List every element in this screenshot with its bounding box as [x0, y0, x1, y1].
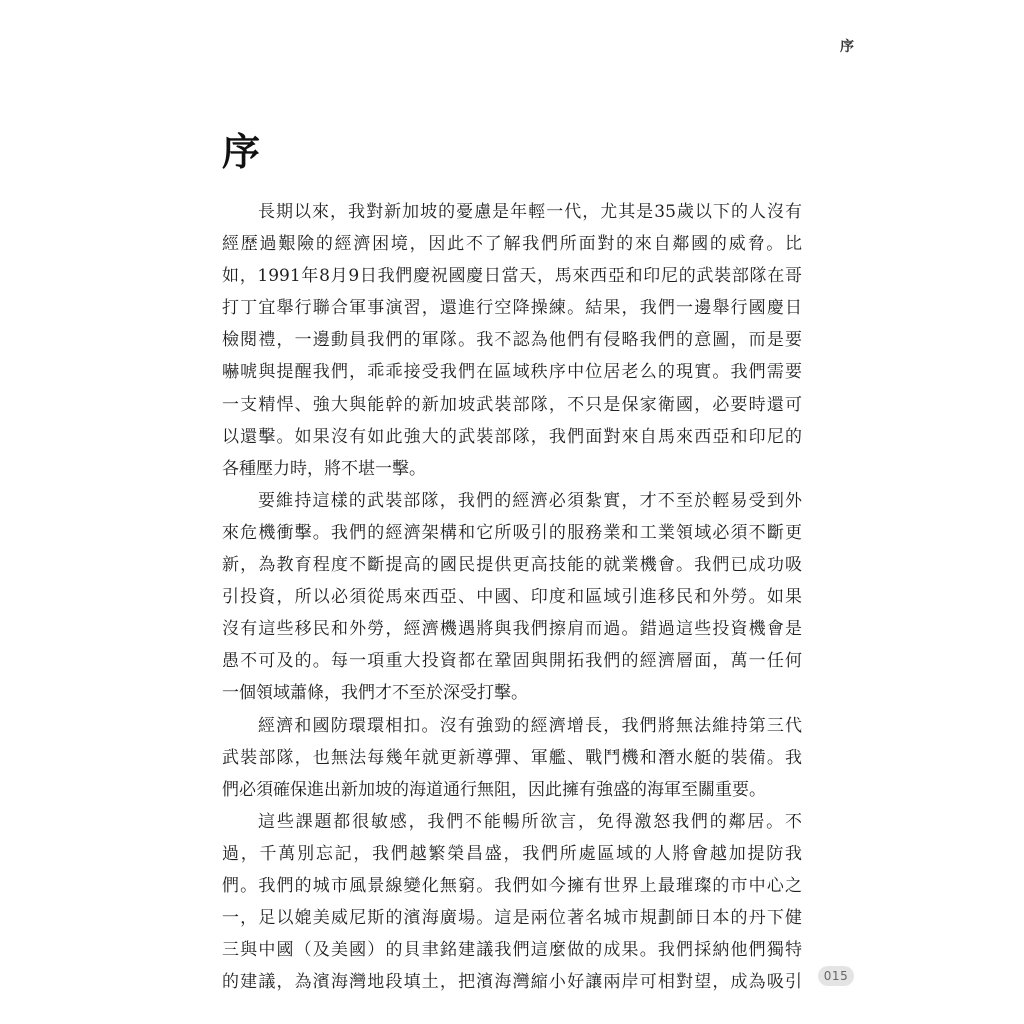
paragraph [222, 485, 802, 710]
text-line: 們。我們的城市風景線變化無窮。我們如今擁有世界上最璀璨的市中心之 [222, 875, 802, 896]
text-line: 一，足以媲美威尼斯的濱海廣場。這是兩位著名城市規劃師日本的丹下健 [222, 908, 802, 929]
text-line: 愚不可及的。每一項重大投資都在鞏固與開拓我們的經濟層面，萬一任何 [222, 651, 802, 672]
body-text [222, 196, 802, 998]
text-line: 嚇唬與提醒我們，乖乖接受我們在區域秩序中位居老么的現實。我們需要 [222, 362, 802, 383]
running-header: 序 [840, 39, 854, 55]
text-line: 沒有這些移民和外勞，經濟機遇將與我們擦肩而過。錯過這些投資機會是 [222, 619, 802, 640]
text-line: 們必須確保進出新加坡的海道通行無阻，因此擁有強盛的海軍至關重要。 [222, 779, 766, 800]
text-line: 檢閱禮，一邊動員我們的軍隊。我不認為他們有侵略我們的意圖，而是要 [222, 330, 802, 351]
text-line: 過，千萬別忘記，我們越繁榮昌盛，我們所處區域的人將會越加提防我 [222, 843, 802, 864]
text-line: 長期以來，我對新加坡的憂慮是年輕一代，尤其是35歲以下的人沒有 [258, 202, 802, 222]
text-line: 引投資，所以必須從馬來西亞、中國、印度和區域引進移民和外勞。如果 [222, 587, 802, 608]
page-number-badge: 015 [818, 966, 854, 986]
text-line: 的建議，為濱海灣地段填土，把濱海灣縮小好讓兩岸可相對望，成為吸引 [222, 972, 802, 993]
text-line: 這些課題都很敏感，我們不能暢所欲言，免得激怒我們的鄰居。不 [258, 811, 802, 832]
text-line: 各種壓力時，將不堪一擊。 [222, 458, 426, 479]
paragraph [222, 710, 802, 806]
text-line: 打丁宜舉行聯合軍事演習，還進行空降操練。結果，我們一邊舉行國慶日 [222, 298, 802, 319]
text-line: 新，為教育程度不斷提高的國民提供更高技能的就業機會。我們已成功吸 [222, 555, 802, 576]
text-line: 三與中國（及美國）的貝聿銘建議我們這麼做的成果。我們採納他們獨特 [222, 940, 802, 961]
text-line: 經濟和國防環環相扣。沒有強勁的經濟增長，我們將無法維持第三代 [258, 715, 802, 736]
chapter-heading: 序 [222, 129, 263, 175]
paragraph [222, 806, 802, 999]
text-line: 武裝部隊，也無法每幾年就更新導彈、軍艦、戰鬥機和潛水艇的裝備。我 [222, 747, 802, 768]
text-line: 以還擊。如果沒有如此強大的武裝部隊，我們面對來自馬來西亞和印尼的 [222, 426, 802, 447]
text-line: 要維持這樣的武裝部隊，我們的經濟必須紮實，才不至於輕易受到外 [258, 490, 802, 511]
text-line: 一個領域蕭條，我們才不至於深受打擊。 [222, 683, 528, 704]
paragraph [222, 196, 802, 485]
text-line: 經歷過艱險的經濟困境，因此不了解我們所面對的來自鄰國的威脅。比 [222, 234, 802, 255]
text-line: 一支精悍、強大與能幹的新加坡武裝部隊，不只是保家衛國，必要時還可 [222, 394, 802, 415]
text-line: 來危機衝擊。我們的經濟架構和它所吸引的服務業和工業領域必須不斷更 [222, 522, 802, 543]
text-line: 如，1991年8月9日我們慶祝國慶日當天，馬來西亞和印尼的武裝部隊在哥 [222, 266, 802, 287]
